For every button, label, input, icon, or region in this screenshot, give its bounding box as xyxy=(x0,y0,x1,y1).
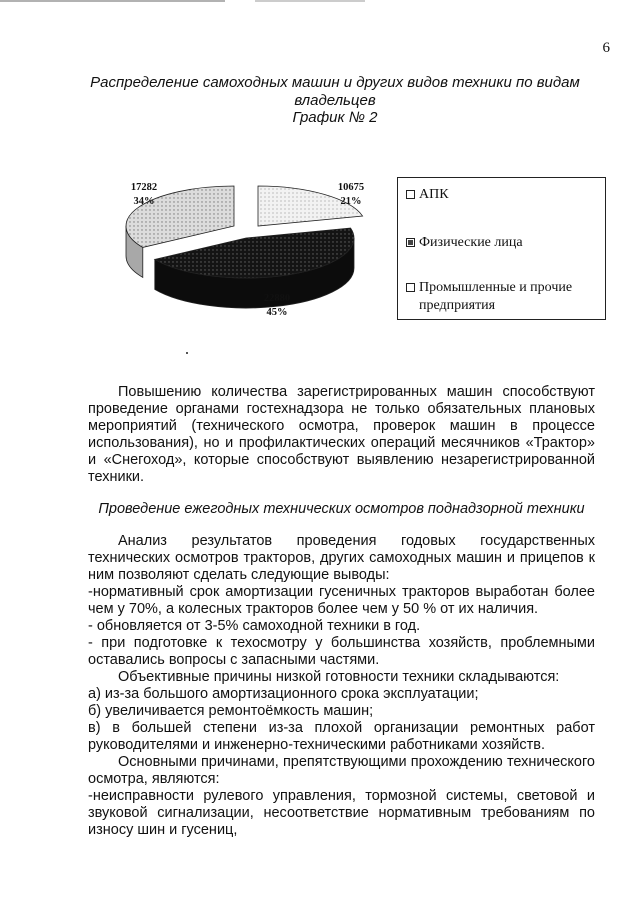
paragraph-causes: Объективные причины низкой готовности техники складываются: xyxy=(118,669,560,685)
paragraph-analysis: Анализ результатов проведения годовых государственных технических осмотров тракторов, других самоходных машин и прицепов к ним позволяют сделать следующие выводы: xyxy=(88,533,595,583)
section-heading: Проведение ежегодных технических осмотров поднадзорной техники xyxy=(98,501,585,517)
legend-label-apk: АПК xyxy=(419,187,449,202)
cause-item-a: а) из-за большого амортизационного срока эксплуатации; xyxy=(88,686,479,702)
bullet-faults: -неисправности рулевого управления, тормозной системы, световой и звуковой сигнализации, несоответствие нормативным требованиям по износу шин и гусениц, xyxy=(88,788,595,838)
scan-speck xyxy=(186,352,188,354)
slice-value-apk: 10675 xyxy=(337,182,365,193)
paragraph-registration: Повышению количества зарегистрированных машин способствуют проведение органами гостехнадзора не только обязательных плановых мероприятий (технического осмотра, проверок машин в процессе использования), но и профилактических операций месячников «Трактор» и «Снегоход», которые способствуют выявлению незарегистрированной техники. xyxy=(88,384,595,485)
legend-label-industrial: Промышленные и прочие предприятия xyxy=(419,280,573,313)
legend-item-apk xyxy=(406,186,449,204)
slice-label-industrial xyxy=(119,181,169,209)
slice-label-individuals xyxy=(252,292,302,320)
bullet-amortization: -нормативный срок амортизации гусеничных тракторов выработан более чем у 70%, а колесных тракторов более чем у 50 % от их наличия. xyxy=(88,584,595,617)
top-rule xyxy=(0,0,640,5)
chart-subtitle: График № 2 xyxy=(292,109,378,126)
chart-legend xyxy=(397,177,606,320)
bullet-spare-parts: - при подготовке к техосмотру у большинства хозяйств, проблемными оставались вопросы с запасными частями. xyxy=(88,635,595,668)
legend-item-industrial xyxy=(406,279,604,315)
chart-title-line-2: владельцев xyxy=(294,92,376,109)
slice-value-individuals: 22880 xyxy=(263,293,291,304)
legend-label-individuals: Физические лица xyxy=(419,235,523,250)
slice-value-industrial: 17282 xyxy=(130,182,158,193)
page-number: 6 xyxy=(602,40,610,56)
bullet-renewal: - обновляется от 3-5% самоходной техники в год. xyxy=(88,618,421,634)
paragraph-main-reasons: Основными причинами, препятствующими прохождению технического осмотра, являются: xyxy=(88,754,595,787)
slice-percent-industrial: 34% xyxy=(133,196,155,207)
slice-percent-individuals: 45% xyxy=(266,307,288,318)
slice-percent-apk: 21% xyxy=(340,196,362,207)
chart-title-line-1: Распределение самоходных машин и других видов техники по видам xyxy=(90,74,580,91)
legend-swatch-individuals xyxy=(406,238,415,247)
cause-item-b: б) увеличивается ремонтоёмкость машин; xyxy=(88,703,374,719)
legend-item-individuals xyxy=(406,234,523,252)
legend-swatch-industrial xyxy=(406,283,415,292)
cause-item-c: в) в большей степени из-за плохой организации ремонтных работ руководителями и инженерно-техническими работниками хозяйств. xyxy=(88,720,595,753)
slice-label-apk xyxy=(326,181,376,209)
legend-swatch-apk xyxy=(406,190,415,199)
